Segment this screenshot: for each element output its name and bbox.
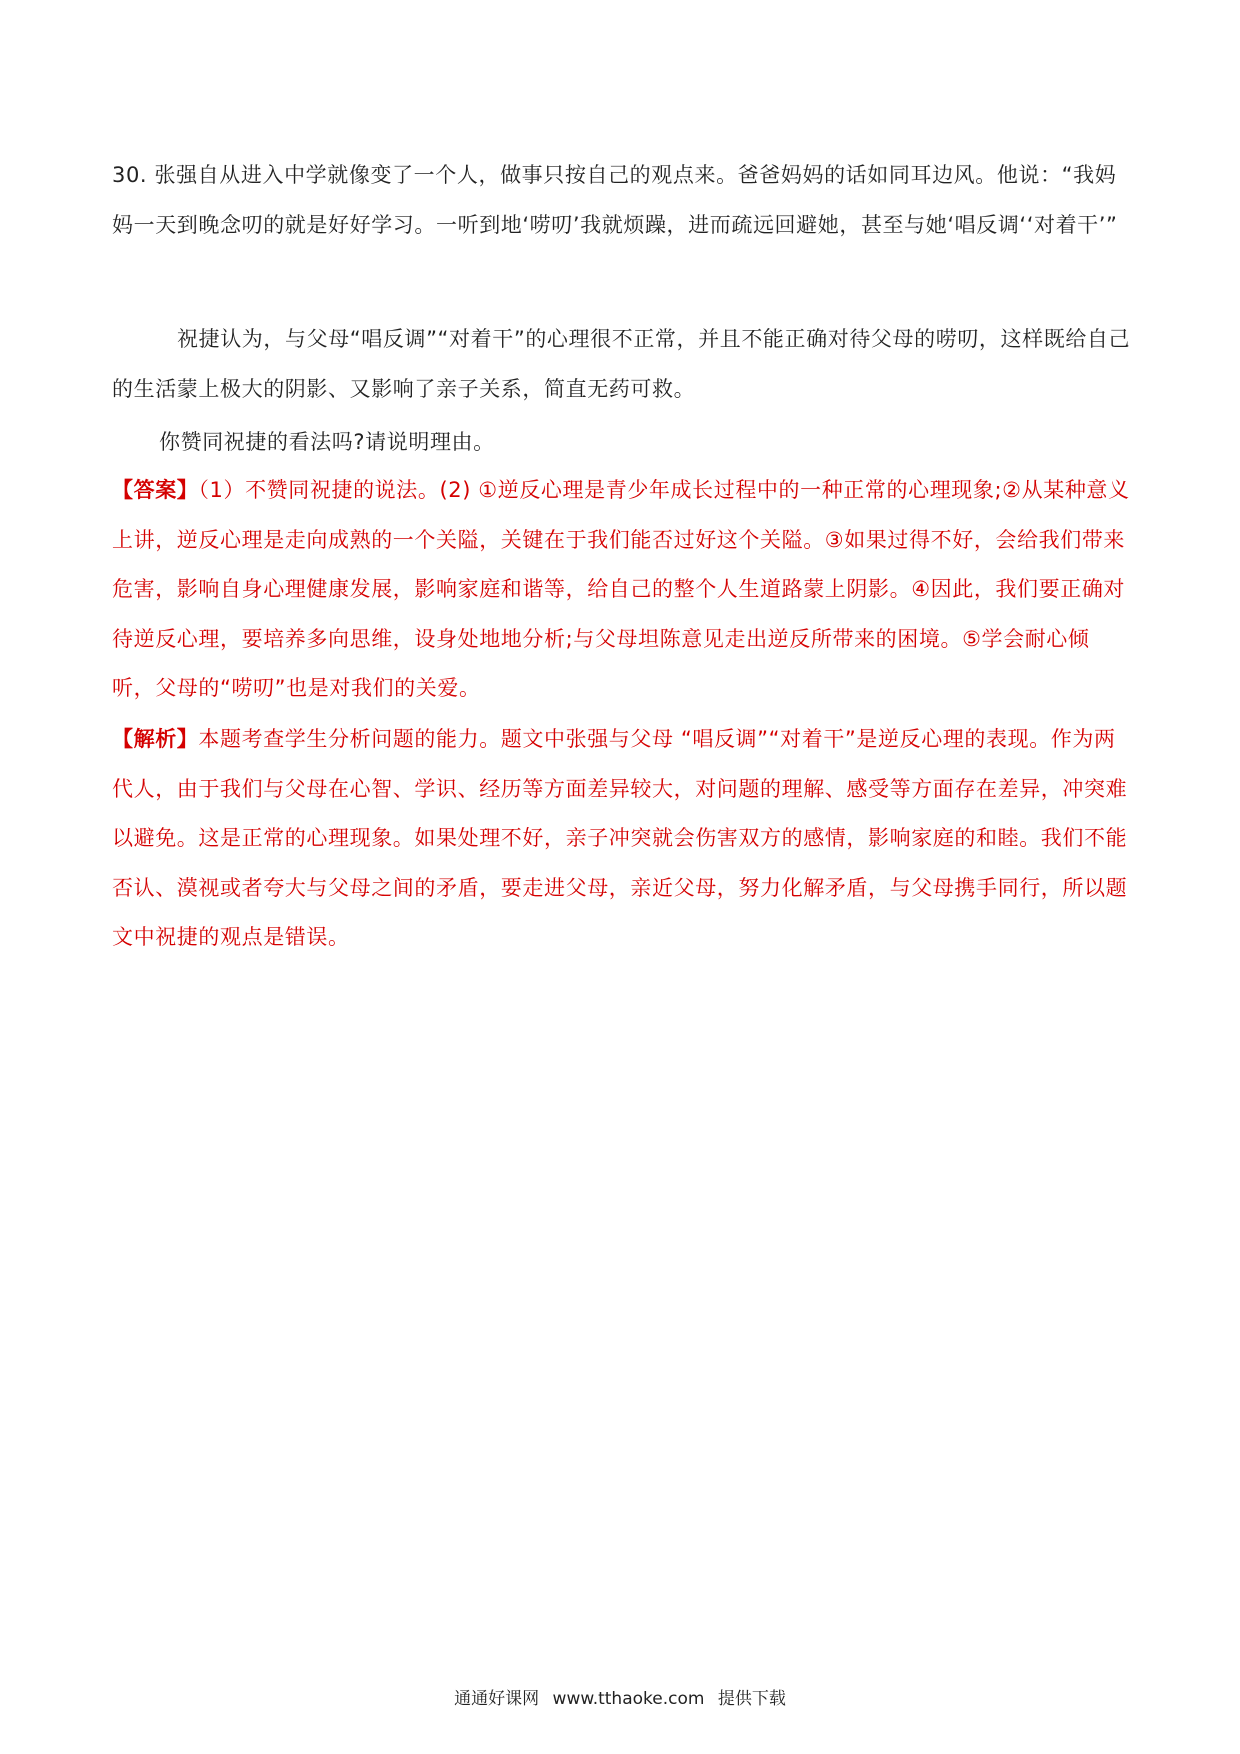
footer-suffix: 提供下载 xyxy=(717,1689,786,1709)
analysis-section xyxy=(112,715,1132,963)
prompt-text: 你赞同祝捷的看法吗?请说明理由。 xyxy=(159,430,495,454)
footer-site-name: 通通好课网 xyxy=(454,1689,540,1709)
footer-url[interactable]: www.tthaoke.com xyxy=(552,1689,705,1709)
page-footer xyxy=(0,1684,1240,1709)
answer-text: （1）不赞同祝捷的说法。(2) ①逆反心理是青少年成长过程中的一种正常的心理现象;②从某种意义上讲，逆反心理是走向成熟的一个关隘，关键在于我们能否过好这个关隘。③如果过得不好，会给我们带来危害，影响自身心理健康发展，影响家庭和谐等，给自己的整个人生道路蒙上阴影。④因此，我们要正确对待逆反心理，要培养多向思维，设身处地地分析;与父母坦陈意见走出逆反所带来的困境。⑤学会耐心倾听，父母的“唠叨”也是对我们的关爱。 xyxy=(112,478,1130,700)
question-text: 30. 张强自从进入中学就像变了一个人，做事只按自己的观点来。爸爸妈妈的话如同耳边风。他说：“我妈妈一天到晚念叨的就是好好学习。一听到地‘唠叨’我就烦躁，进而疏远回避她，甚至与她‘唱反调‘‘对着干’” xyxy=(112,163,1118,237)
analysis-text: 本题考查学生分析问题的能力。题文中张强与父母 “唱反调”“对着干”是逆反心理的表现。作为两代人，由于我们与父母在心智、学识、经历等方面差异较大，对问题的理解、感受等方面存在差异，冲突难以避免。这是正常的心理现象。如果处理不好，亲子冲突就会伤害双方的感情，影响家庭的和睦。我们不能否认、漠视或者夸大与父母之间的矛盾，要走进父母，亲近父母，努力化解矛盾，与父母携手同行，所以题文中祝捷的观点是错误。 xyxy=(112,727,1128,949)
opinion-text: 祝捷认为，与父母“唱反调”“对着干”的心理很不正常，并且不能正确对待父母的唠叨，这样既给自己的生活蒙上极大的阴影、又影响了亲子关系，简直无药可救。 xyxy=(112,327,1131,401)
answer-section xyxy=(112,466,1132,714)
answer-tag: 【答案】 xyxy=(112,478,199,502)
analysis-tag: 【解析】 xyxy=(112,727,199,751)
